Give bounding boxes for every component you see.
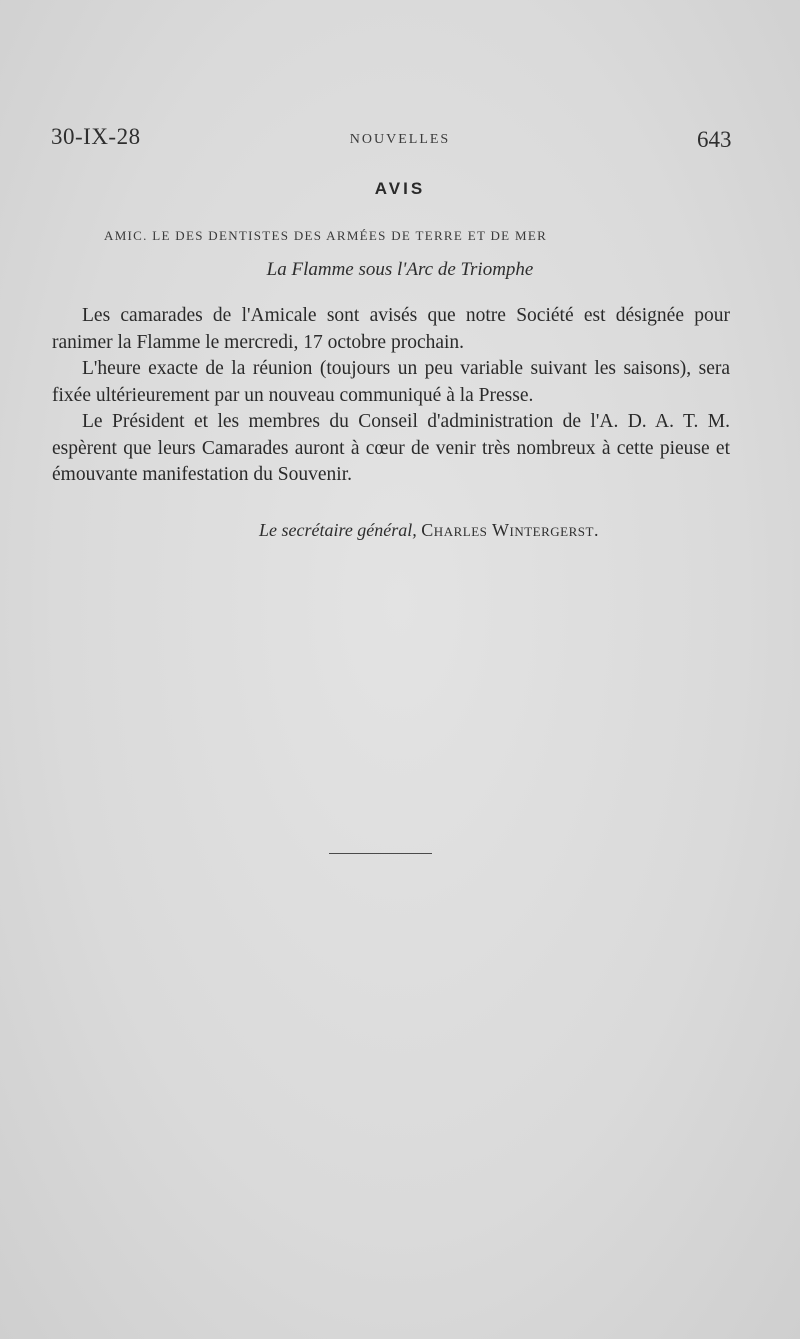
signature xyxy=(259,520,599,541)
organization-name: AMIC. LE DES DENTISTES DES ARMÉES DE TERRE ET DE MER xyxy=(104,228,548,243)
page-number: 643 xyxy=(697,127,732,152)
paragraph: Le Président et les membres du Conseil d'administration de l'A. D. A. T. M. espèrent que leurs Camarades auront à cœur de venir très nombreux à cette pieuse et émouvante manifestation du Souvenir. xyxy=(52,411,730,485)
paragraph: L'heure exacte de la réunion (toujours un peu variable suivant les saisons), sera fixée ultérieurement par un nouveau communiqué à la Presse. xyxy=(52,358,730,406)
notice-title: AVIS xyxy=(374,179,426,198)
paragraph: Les camarades de l'Amicale sont avisés que notre Société est désignée pour ranimer la Flamme le mercredi, 17 octobre prochain. xyxy=(52,305,730,353)
header-section-title: NOUVELLES xyxy=(349,132,451,147)
signature-role: Le secrétaire général, xyxy=(259,520,417,540)
signature-name: Charles Wintergerst. xyxy=(421,520,599,540)
notice-body xyxy=(52,303,730,489)
end-rule-divider xyxy=(329,853,432,854)
header-date: 30-IX-28 xyxy=(51,124,141,149)
notice-subtitle: La Flamme sous l'Arc de Triomphe xyxy=(266,259,534,280)
